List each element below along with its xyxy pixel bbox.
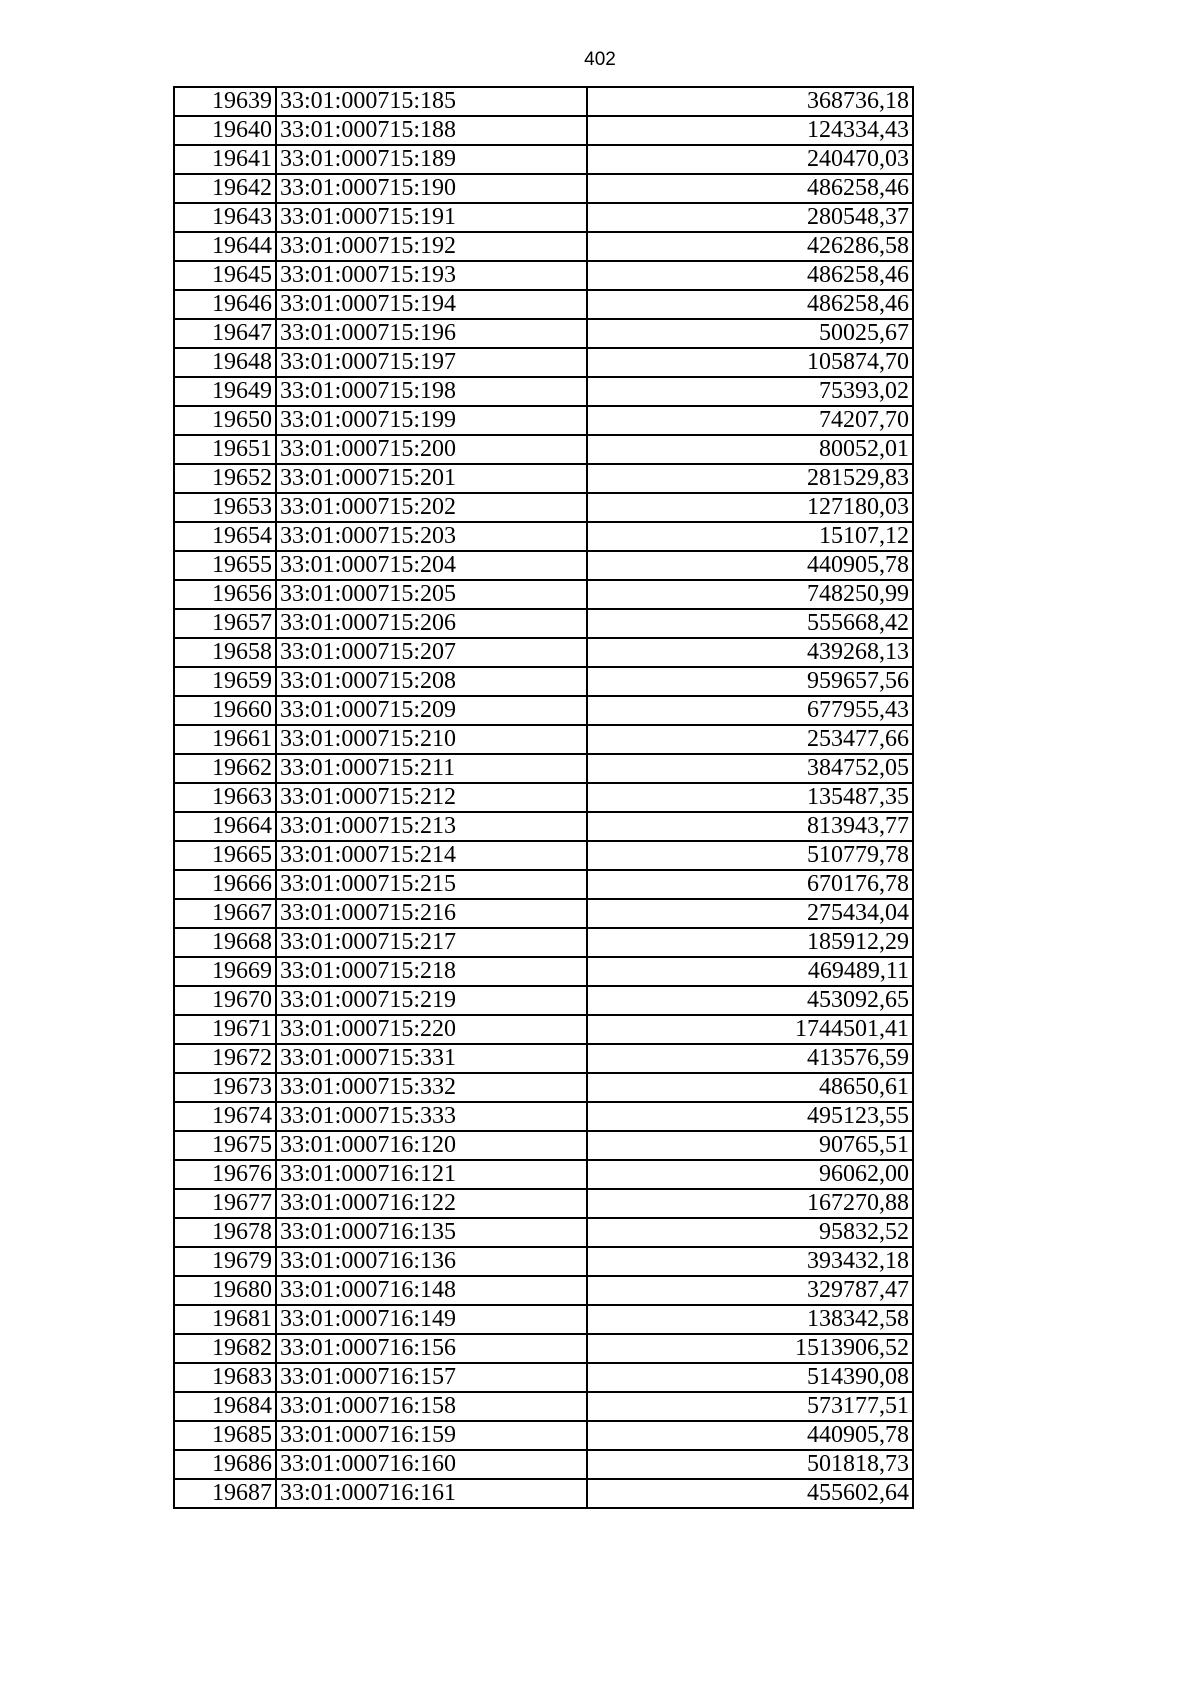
cadastral-value-cell: 80052,01 (587, 435, 913, 464)
table-row (174, 1015, 913, 1044)
cadastral-number-cell: 33:01:000715:219 (276, 986, 587, 1015)
row-number-cell: 19656 (174, 580, 276, 609)
row-number-cell: 19639 (174, 87, 276, 116)
cadastral-value-cell: 439268,13 (587, 638, 913, 667)
cadastral-value-cell: 455602,64 (587, 1479, 913, 1508)
table-row (174, 145, 913, 174)
cadastral-value-cell: 90765,51 (587, 1131, 913, 1160)
row-number-cell: 19645 (174, 261, 276, 290)
cadastral-number-cell: 33:01:000715:210 (276, 725, 587, 754)
row-number-cell: 19644 (174, 232, 276, 261)
cadastral-number-cell: 33:01:000716:135 (276, 1218, 587, 1247)
table-row (174, 203, 913, 232)
table-row (174, 725, 913, 754)
cadastral-number-cell: 33:01:000715:203 (276, 522, 587, 551)
cadastral-number-cell: 33:01:000715:192 (276, 232, 587, 261)
cadastral-number-cell: 33:01:000715:185 (276, 87, 587, 116)
table-row (174, 1421, 913, 1450)
cadastral-value-cell: 440905,78 (587, 1421, 913, 1450)
cadastral-value-cell: 555668,42 (587, 609, 913, 638)
cadastral-number-cell: 33:01:000715:190 (276, 174, 587, 203)
cadastral-value-cell: 440905,78 (587, 551, 913, 580)
cadastral-number-cell: 33:01:000716:156 (276, 1334, 587, 1363)
cadastral-value-cell: 280548,37 (587, 203, 913, 232)
table-row (174, 609, 913, 638)
cadastral-number-cell: 33:01:000716:161 (276, 1479, 587, 1508)
table-row (174, 174, 913, 203)
cadastral-value-cell: 368736,18 (587, 87, 913, 116)
row-number-cell: 19680 (174, 1276, 276, 1305)
cadastral-number-cell: 33:01:000715:194 (276, 290, 587, 319)
cadastral-number-cell: 33:01:000715:193 (276, 261, 587, 290)
row-number-cell: 19664 (174, 812, 276, 841)
row-number-cell: 19662 (174, 754, 276, 783)
cadastral-value-cell: 1513906,52 (587, 1334, 913, 1363)
row-number-cell: 19676 (174, 1160, 276, 1189)
table-row (174, 638, 913, 667)
cadastral-value-cell: 240470,03 (587, 145, 913, 174)
table-row (174, 667, 913, 696)
table-row (174, 1102, 913, 1131)
cadastral-number-cell: 33:01:000715:207 (276, 638, 587, 667)
cadastral-value-cell: 281529,83 (587, 464, 913, 493)
row-number-cell: 19647 (174, 319, 276, 348)
cadastral-number-cell: 33:01:000716:157 (276, 1363, 587, 1392)
cadastral-value-cell: 167270,88 (587, 1189, 913, 1218)
cadastral-number-cell: 33:01:000716:136 (276, 1247, 587, 1276)
row-number-cell: 19652 (174, 464, 276, 493)
row-number-cell: 19642 (174, 174, 276, 203)
cadastral-value-cell: 573177,51 (587, 1392, 913, 1421)
cadastral-number-cell: 33:01:000715:208 (276, 667, 587, 696)
row-number-cell: 19683 (174, 1363, 276, 1392)
cadastral-value-cell: 384752,05 (587, 754, 913, 783)
cadastral-value-cell: 486258,46 (587, 290, 913, 319)
cadastral-value-cell: 413576,59 (587, 1044, 913, 1073)
cadastral-number-cell: 33:01:000715:214 (276, 841, 587, 870)
cadastral-value-cell: 185912,29 (587, 928, 913, 957)
cadastral-number-cell: 33:01:000715:199 (276, 406, 587, 435)
table-row (174, 493, 913, 522)
cadastral-value-cell: 670176,78 (587, 870, 913, 899)
table-row (174, 696, 913, 725)
cadastral-value-cell: 453092,65 (587, 986, 913, 1015)
table-row (174, 841, 913, 870)
cadastral-number-cell: 33:01:000716:158 (276, 1392, 587, 1421)
cadastral-value-cell: 813943,77 (587, 812, 913, 841)
cadastral-number-cell: 33:01:000715:206 (276, 609, 587, 638)
cadastral-number-cell: 33:01:000715:191 (276, 203, 587, 232)
cadastral-number-cell: 33:01:000715:202 (276, 493, 587, 522)
cadastral-number-cell: 33:01:000715:211 (276, 754, 587, 783)
cadastral-number-cell: 33:01:000715:205 (276, 580, 587, 609)
row-number-cell: 19670 (174, 986, 276, 1015)
row-number-cell: 19640 (174, 116, 276, 145)
table-row (174, 986, 913, 1015)
cadastral-number-cell: 33:01:000715:213 (276, 812, 587, 841)
row-number-cell: 19684 (174, 1392, 276, 1421)
cadastral-value-cell: 469489,11 (587, 957, 913, 986)
row-number-cell: 19654 (174, 522, 276, 551)
table-row (174, 232, 913, 261)
row-number-cell: 19672 (174, 1044, 276, 1073)
row-number-cell: 19653 (174, 493, 276, 522)
row-number-cell: 19665 (174, 841, 276, 870)
table-row (174, 870, 913, 899)
table-row (174, 377, 913, 406)
cadastral-number-cell: 33:01:000715:215 (276, 870, 587, 899)
table-body (174, 87, 913, 1508)
cadastral-value-cell: 135487,35 (587, 783, 913, 812)
table-row (174, 1363, 913, 1392)
row-number-cell: 19661 (174, 725, 276, 754)
row-number-cell: 19659 (174, 667, 276, 696)
cadastral-value-cell: 74207,70 (587, 406, 913, 435)
table-row (174, 812, 913, 841)
table-row (174, 435, 913, 464)
cadastral-value-cell: 677955,43 (587, 696, 913, 725)
table-row (174, 551, 913, 580)
cadastral-value-cell: 495123,55 (587, 1102, 913, 1131)
row-number-cell: 19682 (174, 1334, 276, 1363)
row-number-cell: 19657 (174, 609, 276, 638)
row-number-cell: 19648 (174, 348, 276, 377)
cadastral-value-cell: 48650,61 (587, 1073, 913, 1102)
cadastral-value-cell: 96062,00 (587, 1160, 913, 1189)
cadastral-number-cell: 33:01:000715:200 (276, 435, 587, 464)
row-number-cell: 19675 (174, 1131, 276, 1160)
cadastral-number-cell: 33:01:000715:189 (276, 145, 587, 174)
cadastral-number-cell: 33:01:000715:198 (276, 377, 587, 406)
cadastral-value-cell: 127180,03 (587, 493, 913, 522)
table-row (174, 261, 913, 290)
table-row (174, 464, 913, 493)
cadastral-number-cell: 33:01:000715:331 (276, 1044, 587, 1073)
cadastral-value-cell: 95832,52 (587, 1218, 913, 1247)
cadastral-number-cell: 33:01:000715:201 (276, 464, 587, 493)
table-row (174, 899, 913, 928)
row-number-cell: 19655 (174, 551, 276, 580)
table-row (174, 348, 913, 377)
row-number-cell: 19686 (174, 1450, 276, 1479)
cadastral-value-cell: 393432,18 (587, 1247, 913, 1276)
cadastral-value-cell: 501818,73 (587, 1450, 913, 1479)
table-row (174, 1334, 913, 1363)
row-number-cell: 19651 (174, 435, 276, 464)
row-number-cell: 19669 (174, 957, 276, 986)
cadastral-number-cell: 33:01:000715:216 (276, 899, 587, 928)
table-row (174, 580, 913, 609)
table-row (174, 1218, 913, 1247)
row-number-cell: 19679 (174, 1247, 276, 1276)
cadastral-number-cell: 33:01:000715:196 (276, 319, 587, 348)
table-row (174, 928, 913, 957)
row-number-cell: 19687 (174, 1479, 276, 1508)
table-row (174, 1189, 913, 1218)
row-number-cell: 19649 (174, 377, 276, 406)
cadastral-value-cell: 15107,12 (587, 522, 913, 551)
cadastral-value-cell: 510779,78 (587, 841, 913, 870)
row-number-cell: 19678 (174, 1218, 276, 1247)
cadastral-value-cell: 1744501,41 (587, 1015, 913, 1044)
cadastral-value-cell: 75393,02 (587, 377, 913, 406)
cadastral-number-cell: 33:01:000715:332 (276, 1073, 587, 1102)
row-number-cell: 19666 (174, 870, 276, 899)
cadastral-value-cell: 124334,43 (587, 116, 913, 145)
row-number-cell: 19641 (174, 145, 276, 174)
cadastral-number-cell: 33:01:000716:149 (276, 1305, 587, 1334)
row-number-cell: 19660 (174, 696, 276, 725)
cadastral-number-cell: 33:01:000716:148 (276, 1276, 587, 1305)
row-number-cell: 19668 (174, 928, 276, 957)
cadastral-number-cell: 33:01:000716:122 (276, 1189, 587, 1218)
cadastral-value-table (173, 86, 914, 1509)
table-row (174, 116, 913, 145)
table-row (174, 522, 913, 551)
cadastral-number-cell: 33:01:000715:212 (276, 783, 587, 812)
table-row (174, 87, 913, 116)
cadastral-number-cell: 33:01:000715:204 (276, 551, 587, 580)
cadastral-value-cell: 50025,67 (587, 319, 913, 348)
table-row (174, 1276, 913, 1305)
cadastral-value-cell: 959657,56 (587, 667, 913, 696)
row-number-cell: 19671 (174, 1015, 276, 1044)
cadastral-number-cell: 33:01:000715:218 (276, 957, 587, 986)
cadastral-number-cell: 33:01:000715:209 (276, 696, 587, 725)
cadastral-value-cell: 275434,04 (587, 899, 913, 928)
table-row (174, 1160, 913, 1189)
row-number-cell: 19667 (174, 899, 276, 928)
cadastral-number-cell: 33:01:000715:333 (276, 1102, 587, 1131)
cadastral-value-cell: 426286,58 (587, 232, 913, 261)
table-row (174, 1044, 913, 1073)
table-row (174, 1073, 913, 1102)
cadastral-value-cell: 514390,08 (587, 1363, 913, 1392)
table-row (174, 1392, 913, 1421)
cadastral-number-cell: 33:01:000715:217 (276, 928, 587, 957)
row-number-cell: 19663 (174, 783, 276, 812)
table-row (174, 406, 913, 435)
cadastral-value-cell: 253477,66 (587, 725, 913, 754)
cadastral-value-cell: 329787,47 (587, 1276, 913, 1305)
row-number-cell: 19674 (174, 1102, 276, 1131)
cadastral-number-cell: 33:01:000715:188 (276, 116, 587, 145)
row-number-cell: 19685 (174, 1421, 276, 1450)
table-row (174, 783, 913, 812)
table-row (174, 1450, 913, 1479)
cadastral-number-cell: 33:01:000715:220 (276, 1015, 587, 1044)
row-number-cell: 19677 (174, 1189, 276, 1218)
cadastral-number-cell: 33:01:000716:160 (276, 1450, 587, 1479)
table-row (174, 1131, 913, 1160)
row-number-cell: 19643 (174, 203, 276, 232)
cadastral-number-cell: 33:01:000715:197 (276, 348, 587, 377)
page-number: 402 (584, 49, 616, 70)
table-row (174, 1305, 913, 1334)
row-number-cell: 19673 (174, 1073, 276, 1102)
cadastral-value-cell: 486258,46 (587, 261, 913, 290)
table-row (174, 290, 913, 319)
table-row (174, 957, 913, 986)
cadastral-number-cell: 33:01:000716:120 (276, 1131, 587, 1160)
cadastral-value-cell: 486258,46 (587, 174, 913, 203)
row-number-cell: 19650 (174, 406, 276, 435)
cadastral-value-cell: 138342,58 (587, 1305, 913, 1334)
cadastral-value-cell: 748250,99 (587, 580, 913, 609)
row-number-cell: 19681 (174, 1305, 276, 1334)
table-row (174, 1247, 913, 1276)
cadastral-number-cell: 33:01:000716:121 (276, 1160, 587, 1189)
table-row (174, 754, 913, 783)
table-row (174, 1479, 913, 1508)
row-number-cell: 19658 (174, 638, 276, 667)
table-row (174, 319, 913, 348)
cadastral-value-cell: 105874,70 (587, 348, 913, 377)
row-number-cell: 19646 (174, 290, 276, 319)
cadastral-number-cell: 33:01:000716:159 (276, 1421, 587, 1450)
